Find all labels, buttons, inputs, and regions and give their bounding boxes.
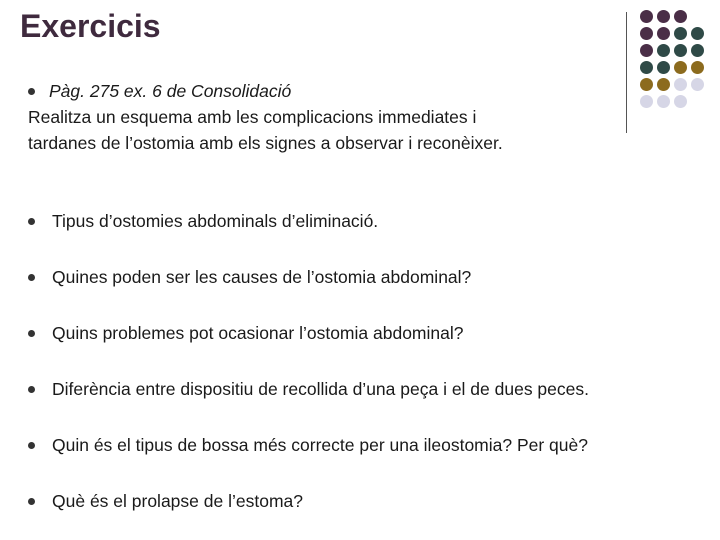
decorative-dot — [657, 27, 670, 40]
exercise-instruction-line-1: Realitza un esquema amb les complicacions immediates i — [28, 107, 477, 127]
question-item — [28, 361, 708, 417]
decorative-dot — [657, 61, 670, 74]
decorative-dot — [640, 10, 653, 23]
decorative-dot-grid — [640, 10, 720, 120]
exercise-reference: Pàg. 275 ex. 6 de Consolidació — [49, 81, 292, 101]
decorative-dot — [657, 44, 670, 57]
decorative-dot — [674, 44, 687, 57]
bullet-icon — [28, 218, 35, 225]
decorative-dot — [674, 10, 687, 23]
question-text: Què és el prolapse de l’estoma? — [52, 490, 303, 511]
decorative-dot — [640, 95, 653, 108]
bullet-icon — [28, 498, 35, 505]
question-text: Tipus d’ostomies abdominals d’eliminació. — [52, 210, 379, 231]
decorative-dot — [640, 61, 653, 74]
decorative-dot — [640, 78, 653, 91]
decorative-dot — [691, 27, 704, 40]
decorative-dot — [674, 95, 687, 108]
question-text: Diferència entre dispositiu de recollida d’una peça i el de dues peces. — [52, 378, 589, 399]
bullet-icon — [28, 274, 35, 281]
decorative-dot — [657, 10, 670, 23]
decorative-dot — [674, 61, 687, 74]
question-list — [28, 193, 708, 529]
bullet-icon — [28, 330, 35, 337]
decorative-divider — [626, 12, 627, 133]
slide-title: Exercicis — [20, 8, 161, 44]
decorative-dot — [674, 27, 687, 40]
exercise-instruction-line-2: tardanes de l’ostomia amb els signes a observar i reconèixer. — [28, 133, 503, 153]
decorative-dot — [657, 95, 670, 108]
question-item — [28, 417, 708, 473]
question-text: Quines poden ser les causes de l’ostomia abdominal? — [52, 266, 472, 287]
decorative-dot — [691, 78, 704, 91]
question-item — [28, 249, 708, 305]
decorative-dot — [691, 61, 704, 74]
question-item — [28, 473, 708, 529]
decorative-dot — [640, 44, 653, 57]
exercise-intro — [28, 78, 618, 156]
question-text: Quin és el tipus de bossa més correcte per una ileostomia? Per què? — [52, 434, 588, 455]
question-item — [28, 305, 708, 361]
exercise-reference-line — [28, 78, 618, 104]
decorative-dot — [640, 27, 653, 40]
question-item — [28, 193, 708, 249]
decorative-dot — [674, 78, 687, 91]
question-text: Quins problemes pot ocasionar l’ostomia abdominal? — [52, 322, 464, 343]
decorative-dot — [691, 44, 704, 57]
bullet-icon — [28, 88, 35, 95]
decorative-dot — [657, 78, 670, 91]
bullet-icon — [28, 386, 35, 393]
bullet-icon — [28, 442, 35, 449]
